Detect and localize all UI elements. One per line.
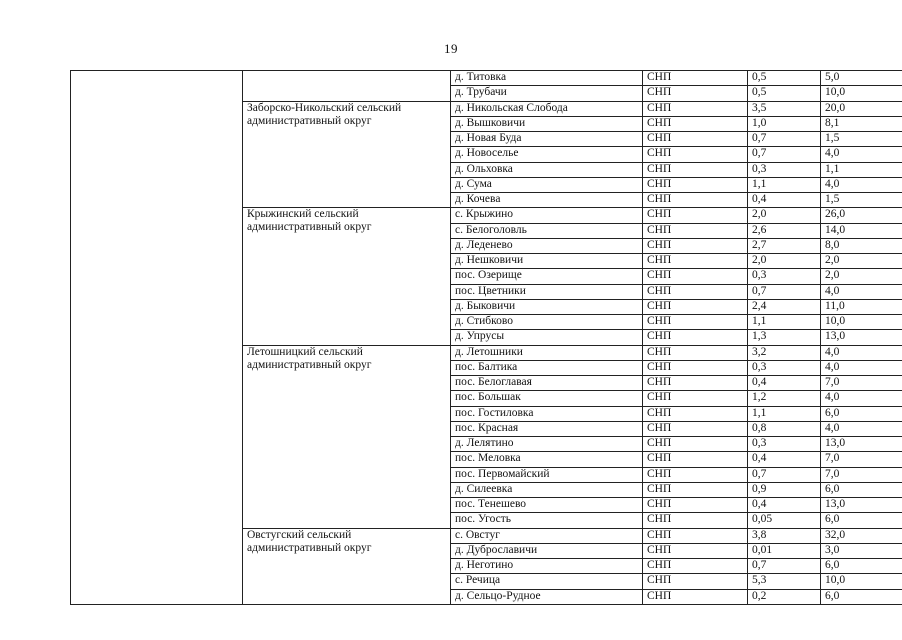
value2-cell: 3,0 [821, 543, 902, 558]
value2-cell: 1,5 [821, 193, 902, 208]
value1-cell: 2,4 [748, 299, 821, 314]
value2-cell: 4,0 [821, 177, 902, 192]
type-cell: СНП [643, 543, 748, 558]
value2-cell: 26,0 [821, 208, 902, 223]
settlement-cell: д. Силеевка [451, 482, 643, 497]
settlement-cell: д. Летошники [451, 345, 643, 360]
type-cell: СНП [643, 467, 748, 482]
type-cell: СНП [643, 391, 748, 406]
settlement-cell: д. Быковичи [451, 299, 643, 314]
value1-cell: 0,3 [748, 269, 821, 284]
value1-cell: 0,4 [748, 193, 821, 208]
value1-cell: 0,7 [748, 467, 821, 482]
type-cell: СНП [643, 498, 748, 513]
value2-cell: 13,0 [821, 437, 902, 452]
district-name: Овстугский сельский административный округ [247, 528, 372, 554]
type-cell: СНП [643, 345, 748, 360]
value2-cell: 8,0 [821, 238, 902, 253]
district-cell [243, 528, 451, 604]
settlement-cell: с. Овстуг [451, 528, 643, 543]
value2-cell: 7,0 [821, 452, 902, 467]
type-cell: СНП [643, 162, 748, 177]
value1-cell: 0,7 [748, 132, 821, 147]
type-cell: СНП [643, 254, 748, 269]
settlement-cell: пос. Цветники [451, 284, 643, 299]
region-column-cell [71, 71, 243, 605]
value1-cell: 0,5 [748, 86, 821, 101]
table-row [71, 71, 902, 86]
type-cell: СНП [643, 223, 748, 238]
value2-cell: 4,0 [821, 360, 902, 375]
settlement-cell: д. Неготино [451, 559, 643, 574]
value2-cell: 6,0 [821, 406, 902, 421]
value1-cell: 0,9 [748, 482, 821, 497]
value2-cell: 6,0 [821, 482, 902, 497]
value2-cell: 6,0 [821, 513, 902, 528]
value1-cell: 0,01 [748, 543, 821, 558]
page-number: 19 [444, 41, 458, 56]
settlement-cell: с. Крыжино [451, 208, 643, 223]
type-cell: СНП [643, 406, 748, 421]
settlement-cell: пос. Белоглавая [451, 376, 643, 391]
value1-cell: 0,2 [748, 589, 821, 604]
value2-cell: 10,0 [821, 315, 902, 330]
type-cell: СНП [643, 437, 748, 452]
type-cell: СНП [643, 116, 748, 131]
value2-cell: 4,0 [821, 147, 902, 162]
value1-cell: 0,4 [748, 376, 821, 391]
settlement-cell: пос. Меловка [451, 452, 643, 467]
district-cell [243, 101, 451, 208]
value2-cell: 10,0 [821, 574, 902, 589]
value1-cell: 2,6 [748, 223, 821, 238]
settlement-cell: д. Дуброславичи [451, 543, 643, 558]
value2-cell: 6,0 [821, 589, 902, 604]
value2-cell: 14,0 [821, 223, 902, 238]
settlement-cell: д. Кочева [451, 193, 643, 208]
value2-cell: 2,0 [821, 254, 902, 269]
value1-cell: 0,5 [748, 71, 821, 86]
value2-cell: 4,0 [821, 284, 902, 299]
type-cell: СНП [643, 376, 748, 391]
type-cell: СНП [643, 574, 748, 589]
value1-cell: 0,4 [748, 498, 821, 513]
settlement-cell: д. Леденево [451, 238, 643, 253]
settlement-cell: пос. Тенешево [451, 498, 643, 513]
type-cell: СНП [643, 482, 748, 497]
type-cell: СНП [643, 238, 748, 253]
type-cell: СНП [643, 513, 748, 528]
value2-cell: 8,1 [821, 116, 902, 131]
value1-cell: 1,0 [748, 116, 821, 131]
district-name: Заборско-Никольский сельский административный округ [247, 101, 402, 127]
type-cell: СНП [643, 452, 748, 467]
value1-cell: 0,3 [748, 162, 821, 177]
settlement-cell: с. Белоголовль [451, 223, 643, 238]
settlement-cell: пос. Красная [451, 421, 643, 436]
district-cell [243, 208, 451, 345]
settlement-cell: д. Титовка [451, 71, 643, 86]
value1-cell: 1,1 [748, 315, 821, 330]
district-cell [243, 71, 451, 102]
settlement-cell: д. Сельцо-Рудное [451, 589, 643, 604]
type-cell: СНП [643, 208, 748, 223]
value1-cell: 3,5 [748, 101, 821, 116]
value2-cell: 6,0 [821, 559, 902, 574]
type-cell: СНП [643, 421, 748, 436]
value2-cell: 7,0 [821, 376, 902, 391]
value2-cell: 1,1 [821, 162, 902, 177]
type-cell: СНП [643, 315, 748, 330]
type-cell: СНП [643, 86, 748, 101]
value1-cell: 5,3 [748, 574, 821, 589]
value2-cell: 7,0 [821, 467, 902, 482]
settlement-cell: д. Новоселье [451, 147, 643, 162]
type-cell: СНП [643, 147, 748, 162]
settlement-cell: д. Стибково [451, 315, 643, 330]
value2-cell: 10,0 [821, 86, 902, 101]
type-cell: СНП [643, 299, 748, 314]
value1-cell: 1,1 [748, 406, 821, 421]
type-cell: СНП [643, 330, 748, 345]
value1-cell: 0,4 [748, 452, 821, 467]
type-cell: СНП [643, 284, 748, 299]
value2-cell: 13,0 [821, 330, 902, 345]
type-cell: СНП [643, 269, 748, 284]
settlement-cell: пос. Первомайский [451, 467, 643, 482]
type-cell: СНП [643, 589, 748, 604]
district-name: Крыжинский сельский административный округ [247, 208, 372, 234]
value1-cell: 0,05 [748, 513, 821, 528]
value1-cell: 2,7 [748, 238, 821, 253]
value1-cell: 2,0 [748, 254, 821, 269]
value2-cell: 13,0 [821, 498, 902, 513]
settlement-cell: д. Лелятино [451, 437, 643, 452]
settlement-cell: пос. Гостиловка [451, 406, 643, 421]
district-cell [243, 345, 451, 528]
settlement-cell: с. Речица [451, 574, 643, 589]
value2-cell: 20,0 [821, 101, 902, 116]
settlement-cell: д. Сума [451, 177, 643, 192]
settlement-cell: д. Вышковичи [451, 116, 643, 131]
value1-cell: 1,2 [748, 391, 821, 406]
value2-cell: 11,0 [821, 299, 902, 314]
value2-cell: 4,0 [821, 391, 902, 406]
type-cell: СНП [643, 360, 748, 375]
value1-cell: 2,0 [748, 208, 821, 223]
value1-cell: 0,7 [748, 284, 821, 299]
value1-cell: 0,8 [748, 421, 821, 436]
type-cell: СНП [643, 193, 748, 208]
value2-cell: 4,0 [821, 421, 902, 436]
settlement-cell: пос. Большак [451, 391, 643, 406]
settlement-cell: пос. Балтика [451, 360, 643, 375]
settlement-cell: д. Трубачи [451, 86, 643, 101]
value2-cell: 32,0 [821, 528, 902, 543]
value1-cell: 1,1 [748, 177, 821, 192]
value1-cell: 0,3 [748, 360, 821, 375]
settlement-cell: д. Новая Буда [451, 132, 643, 147]
type-cell: СНП [643, 177, 748, 192]
settlement-cell: д. Ольховка [451, 162, 643, 177]
settlement-cell: д. Никольская Слобода [451, 101, 643, 116]
value2-cell: 1,5 [821, 132, 902, 147]
type-cell: СНП [643, 71, 748, 86]
settlement-cell: пос. Угость [451, 513, 643, 528]
settlement-cell: д. Упрусы [451, 330, 643, 345]
value1-cell: 0,7 [748, 147, 821, 162]
value1-cell: 0,7 [748, 559, 821, 574]
type-cell: СНП [643, 101, 748, 116]
value1-cell: 0,3 [748, 437, 821, 452]
district-name: Летошницкий сельский административный округ [247, 345, 372, 371]
value2-cell: 5,0 [821, 71, 902, 86]
type-cell: СНП [643, 559, 748, 574]
value1-cell: 1,3 [748, 330, 821, 345]
settlement-cell: д. Нешковичи [451, 254, 643, 269]
settlements-table [70, 70, 902, 605]
value1-cell: 3,2 [748, 345, 821, 360]
value1-cell: 3,8 [748, 528, 821, 543]
value2-cell: 2,0 [821, 269, 902, 284]
value2-cell: 4,0 [821, 345, 902, 360]
settlement-cell: пос. Озерище [451, 269, 643, 284]
table-body [71, 71, 902, 605]
type-cell: СНП [643, 132, 748, 147]
type-cell: СНП [643, 528, 748, 543]
